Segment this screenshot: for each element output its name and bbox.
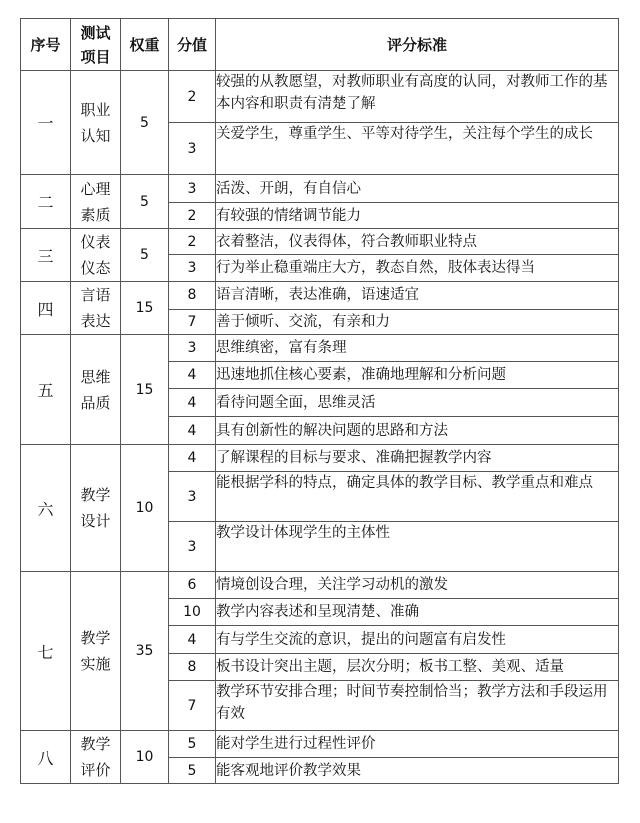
criteria-cell: 板书设计突出主题，层次分明；板书工整、美观、适量 [216,654,619,681]
item-line: 评价 [80,761,111,779]
criteria-cell: 语言清晰，表达准确，语速适宜 [216,282,619,310]
table-row [21,229,619,255]
item-cell [71,175,121,229]
score-cell: 3 [169,522,216,572]
item-cell [71,71,121,175]
item-line: 设计 [80,512,111,530]
table-row [21,731,619,758]
score-cell: 2 [169,229,216,255]
criteria-cell: 迅速地抓住核心要素，准确地理解和分析问题 [216,362,619,389]
table-row [21,71,619,123]
weight-cell: 5 [121,71,169,175]
seq-cell: 四 [21,282,71,335]
score-cell: 2 [169,203,216,229]
header-row [21,19,619,71]
item-cell [71,282,121,335]
table-row [21,445,619,472]
item-line: 实施 [80,655,111,673]
criteria-cell: 有与学生交流的意识，提出的问题富有启发性 [216,626,619,654]
header-item-line2: 项目 [80,47,111,66]
score-cell: 7 [169,309,216,334]
score-cell: 8 [169,654,216,681]
item-line: 教学 [80,735,111,753]
criteria-cell: 较强的从教愿望，对教师职业有高度的认同，对教师工作的基本内容和职责有清楚了解 [216,71,619,123]
scoring-table [20,18,619,784]
score-cell: 8 [169,282,216,310]
item-cell [71,229,121,282]
criteria-cell: 行为举止稳重端庄大方，教态自然，肢体表达得当 [216,255,619,282]
table-body [21,71,619,784]
weight-cell: 15 [121,282,169,335]
criteria-cell: 教学环节安排合理；时间节奏控制恰当；教学方法和手段运用有效 [216,681,619,731]
seq-cell: 六 [21,445,71,572]
criteria-cell: 能客观地评价教学效果 [216,758,619,784]
item-line: 教学 [80,486,111,504]
criteria-cell: 思维缜密，富有条理 [216,335,619,362]
table-row [21,282,619,310]
seq-cell: 八 [21,731,71,784]
criteria-cell: 情境创设合理，关注学习动机的激发 [216,572,619,599]
item-cell [71,335,121,445]
item-line: 品质 [80,393,111,412]
criteria-cell: 关爱学生，尊重学生、平等对待学生，关注每个学生的成长 [216,123,619,175]
score-cell: 4 [169,362,216,389]
score-cell: 2 [169,71,216,123]
score-cell: 4 [169,389,216,417]
score-cell: 5 [169,731,216,758]
score-cell: 10 [169,599,216,626]
score-cell: 5 [169,758,216,784]
weight-cell: 10 [121,445,169,572]
score-cell: 3 [169,175,216,203]
item-line: 言语 [80,286,111,304]
criteria-cell: 教学内容表述和呈现清楚、准确 [216,599,619,626]
weight-cell: 15 [121,335,169,445]
weight-cell: 35 [121,572,169,731]
weight-cell: 5 [121,175,169,229]
seq-cell: 五 [21,335,71,445]
criteria-cell: 了解课程的目标与要求、准确把握教学内容 [216,445,619,472]
seq-cell: 三 [21,229,71,282]
header-score: 分值 [169,19,216,71]
item-cell [71,445,121,572]
criteria-cell: 能根据学科的特点，确定具体的教学目标、教学重点和难点 [216,472,619,522]
header-item-line1: 测试 [80,23,111,42]
item-cell [71,731,121,784]
seq-cell: 一 [21,71,71,175]
criteria-cell: 教学设计体现学生的主体性 [216,522,619,572]
item-line: 思维 [80,367,111,386]
item-line: 仪表 [80,233,111,251]
header-weight: 权重 [121,19,169,71]
header-item [71,19,121,71]
seq-cell: 七 [21,572,71,731]
criteria-cell: 能对学生进行过程性评价 [216,731,619,758]
item-line: 素质 [80,205,111,224]
criteria-cell: 衣着整洁，仪表得体，符合教师职业特点 [216,229,619,255]
item-line: 心理 [80,179,111,198]
score-cell: 4 [169,417,216,445]
seq-cell: 二 [21,175,71,229]
item-cell [71,572,121,731]
score-cell: 7 [169,681,216,731]
criteria-cell: 具有创新性的解决问题的思路和方法 [216,417,619,445]
table-row [21,572,619,599]
score-cell: 3 [169,123,216,175]
table-row [21,175,619,203]
item-line: 职业 [80,100,111,119]
criteria-cell: 有较强的情绪调节能力 [216,203,619,229]
score-cell: 6 [169,572,216,599]
criteria-cell: 看待问题全面，思维灵活 [216,389,619,417]
item-line: 认知 [80,126,111,145]
score-cell: 4 [169,626,216,654]
score-cell: 4 [169,445,216,472]
table-row [21,335,619,362]
weight-cell: 10 [121,731,169,784]
header-seq: 序号 [21,19,71,71]
item-line: 教学 [80,629,111,647]
score-cell: 3 [169,335,216,362]
score-cell: 3 [169,255,216,282]
criteria-cell: 善于倾听、交流，有亲和力 [216,309,619,334]
item-line: 表达 [80,312,111,330]
weight-cell: 5 [121,229,169,282]
criteria-cell: 活泼、开朗，有自信心 [216,175,619,203]
header-criteria: 评分标准 [216,19,619,71]
score-cell: 3 [169,472,216,522]
item-line: 仪态 [80,259,111,277]
